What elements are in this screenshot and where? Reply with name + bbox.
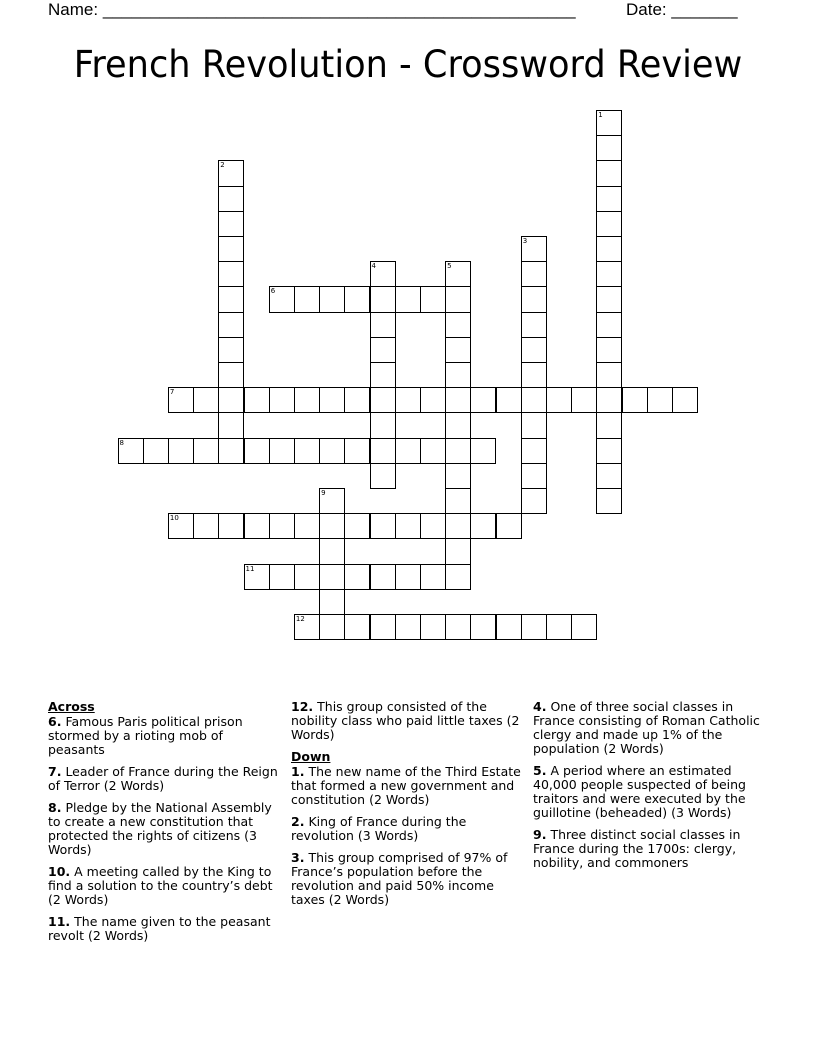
grid-cell[interactable] <box>395 614 421 640</box>
grid-cell[interactable] <box>470 614 496 640</box>
grid-cell[interactable] <box>596 387 622 413</box>
grid-cell[interactable] <box>420 564 446 590</box>
grid-cell[interactable] <box>445 286 471 312</box>
grid-cell[interactable] <box>344 387 370 413</box>
grid-cell[interactable] <box>395 286 421 312</box>
grid-cell[interactable] <box>470 387 496 413</box>
grid-cell[interactable] <box>445 488 471 514</box>
grid-cell[interactable] <box>370 337 396 363</box>
grid-cell[interactable] <box>344 286 370 312</box>
clue-number: 10 <box>169 514 179 523</box>
grid-cell[interactable] <box>294 564 320 590</box>
grid-cell[interactable] <box>445 538 471 564</box>
grid-cell[interactable] <box>521 488 547 514</box>
grid-cell[interactable] <box>218 236 244 262</box>
grid-cell[interactable] <box>269 513 295 539</box>
grid-cell[interactable] <box>269 438 295 464</box>
grid-cell[interactable] <box>370 261 396 287</box>
page-title: French Revolution - Crossword Review <box>73 43 743 86</box>
grid-cell[interactable] <box>319 488 345 514</box>
name-label: Name: <box>48 0 99 19</box>
grid-cell[interactable] <box>168 387 194 413</box>
grid-cell[interactable] <box>218 438 244 464</box>
grid-cell[interactable] <box>596 261 622 287</box>
grid-cell[interactable] <box>445 362 471 388</box>
clue-across-8: 8. Pledge by the National Assembly to create a new constitution that protected the rights of citizens (3 Words) <box>48 800 272 857</box>
grid-cell[interactable] <box>319 513 345 539</box>
grid-cell[interactable] <box>596 286 622 312</box>
grid-cell[interactable] <box>445 513 471 539</box>
grid-cell[interactable] <box>244 387 270 413</box>
grid-cell[interactable] <box>168 513 194 539</box>
clue-number: 4 <box>371 262 376 271</box>
grid-cell[interactable] <box>647 387 673 413</box>
grid-cell[interactable] <box>445 387 471 413</box>
name-blank[interactable]: __________________________________________________ <box>102 0 576 19</box>
grid-cell[interactable] <box>319 614 345 640</box>
clues-column-1 <box>48 700 280 951</box>
grid-cell[interactable] <box>294 286 320 312</box>
grid-cell[interactable] <box>420 614 446 640</box>
grid-cell[interactable] <box>218 513 244 539</box>
grid-cell[interactable] <box>521 463 547 489</box>
grid-cell[interactable] <box>319 387 345 413</box>
clue-down-9: 9. Three distinct social classes in France during the 1700s: clergy, nobility, and commoners <box>533 827 741 870</box>
grid-cell[interactable] <box>596 236 622 262</box>
grid-cell[interactable] <box>571 614 597 640</box>
grid-cell[interactable] <box>470 438 496 464</box>
grid-cell[interactable] <box>218 312 244 338</box>
grid-cell[interactable] <box>596 488 622 514</box>
grid-cell[interactable] <box>370 312 396 338</box>
grid-cell[interactable] <box>596 186 622 212</box>
grid-cell[interactable] <box>244 564 270 590</box>
grid-cell[interactable] <box>193 387 219 413</box>
grid-cell[interactable] <box>294 387 320 413</box>
grid-cell[interactable] <box>622 387 648 413</box>
grid-cell[interactable] <box>521 614 547 640</box>
grid-cell[interactable] <box>521 412 547 438</box>
clue-down-2: 2. King of France during the revolution (3 Words) <box>291 814 467 843</box>
grid-cell[interactable] <box>218 362 244 388</box>
across-heading: Across <box>48 699 95 714</box>
grid-cell[interactable] <box>143 438 169 464</box>
grid-cell[interactable] <box>370 463 396 489</box>
grid-cell[interactable] <box>218 412 244 438</box>
grid-cell[interactable] <box>395 438 421 464</box>
grid-cell[interactable] <box>370 564 396 590</box>
grid-cell[interactable] <box>395 387 421 413</box>
grid-cell[interactable] <box>445 261 471 287</box>
grid-cell[interactable] <box>546 387 572 413</box>
grid-cell[interactable] <box>269 286 295 312</box>
grid-cell[interactable] <box>319 589 345 615</box>
grid-cell[interactable] <box>294 513 320 539</box>
grid-cell[interactable] <box>571 387 597 413</box>
grid-cell[interactable] <box>370 513 396 539</box>
grid-cell[interactable] <box>596 312 622 338</box>
grid-cell[interactable] <box>521 438 547 464</box>
grid-cell[interactable] <box>118 438 144 464</box>
grid-cell[interactable] <box>420 513 446 539</box>
grid-cell[interactable] <box>496 387 522 413</box>
grid-cell[interactable] <box>596 362 622 388</box>
clue-number: 7 <box>169 388 175 397</box>
clue-number: 12 <box>295 615 305 623</box>
clue-number: 5 <box>447 262 452 271</box>
clues-column-3 <box>533 700 769 878</box>
grid-cell[interactable] <box>596 135 622 161</box>
grid-cell[interactable] <box>546 614 572 640</box>
clue-across-10: 10. A meeting called by the King to find a solution to the country’s debt (2 Words) <box>48 864 273 907</box>
grid-cell[interactable] <box>319 286 345 312</box>
grid-cell[interactable] <box>420 438 446 464</box>
grid-cell[interactable] <box>319 438 345 464</box>
clue-number: 9 <box>321 489 326 497</box>
clue-across-11: 11. The name given to the peasant revolt (2 Words) <box>48 914 271 943</box>
grid-cell[interactable] <box>596 438 622 464</box>
grid-cell[interactable] <box>193 438 219 464</box>
clue-number: 6 <box>270 287 276 296</box>
grid-cell[interactable] <box>496 614 522 640</box>
grid-cell[interactable] <box>445 564 471 590</box>
grid-cell[interactable] <box>370 412 396 438</box>
grid-cell[interactable] <box>596 337 622 363</box>
grid-cell[interactable] <box>445 463 471 489</box>
clue-across-7: 7. Leader of France during the Reign of Terror (2 Words) <box>48 764 278 793</box>
down-heading: Down <box>291 749 331 764</box>
clue-down-5: 5. A period where an estimated 40,000 people suspected of being traitors and were executed by the guillotine (beheaded) (3 Words) <box>533 763 746 820</box>
grid-cell[interactable] <box>370 614 396 640</box>
grid-cell[interactable] <box>370 387 396 413</box>
grid-cell[interactable] <box>521 337 547 363</box>
date-label: Date: <box>626 0 667 19</box>
grid-cell[interactable] <box>344 513 370 539</box>
grid-cell[interactable] <box>420 387 446 413</box>
clues-column-2 <box>291 700 521 915</box>
grid-cell[interactable] <box>395 513 421 539</box>
clue-number: 3 <box>522 237 528 245</box>
grid-cell[interactable] <box>269 387 295 413</box>
grid-cell[interactable] <box>445 312 471 338</box>
clue-across-6: 6. Famous Paris political prison stormed by a rioting mob of peasants <box>48 714 243 757</box>
grid-cell[interactable] <box>395 564 421 590</box>
grid-cell[interactable] <box>218 286 244 312</box>
grid-cell[interactable] <box>319 538 345 564</box>
grid-cell[interactable] <box>319 564 345 590</box>
grid-cell[interactable] <box>344 438 370 464</box>
grid-cell[interactable] <box>218 186 244 212</box>
grid-cell[interactable] <box>269 564 295 590</box>
clue-number: 8 <box>119 438 124 447</box>
grid-cell[interactable] <box>521 387 547 413</box>
grid-cell[interactable] <box>521 261 547 287</box>
date-blank[interactable]: _______ <box>671 0 738 19</box>
grid-cell[interactable] <box>370 438 396 464</box>
grid-cell[interactable] <box>672 387 698 413</box>
grid-cell[interactable] <box>596 110 622 136</box>
grid-cell[interactable] <box>596 412 622 438</box>
grid-cell[interactable] <box>218 261 244 287</box>
clue-number: 1 <box>598 111 603 119</box>
grid-cell[interactable] <box>370 362 396 388</box>
grid-cell[interactable] <box>168 438 194 464</box>
grid-cell[interactable] <box>445 614 471 640</box>
grid-cell[interactable] <box>521 236 547 262</box>
clue-down-3: 3. This group comprised of 97% of France’s population before the revolution and paid 50% income taxes (2 Words) <box>291 850 508 907</box>
clue-down-1: 1. The new name of the Third Estate that formed a new government and constitution (2 Words) <box>291 764 521 807</box>
grid-cell[interactable] <box>344 614 370 640</box>
grid-cell[interactable] <box>420 286 446 312</box>
grid-cell[interactable] <box>470 513 496 539</box>
grid-cell[interactable] <box>294 614 320 640</box>
clue-number: 2 <box>220 161 225 170</box>
grid-cell[interactable] <box>521 362 547 388</box>
grid-cell[interactable] <box>445 438 471 464</box>
grid-cell[interactable] <box>521 312 547 338</box>
clue-across-12: 12. This group consisted of the nobility class who paid little taxes (2 Words) <box>291 699 520 742</box>
grid-cell[interactable] <box>218 337 244 363</box>
clue-number: 11 <box>245 564 255 573</box>
grid-cell[interactable] <box>596 160 622 186</box>
grid-cell[interactable] <box>294 438 320 464</box>
grid-cell[interactable] <box>596 463 622 489</box>
grid-cell[interactable] <box>244 513 270 539</box>
grid-cell[interactable] <box>244 438 270 464</box>
clue-down-4: 4. One of three social classes in France consisting of Roman Catholic clergy and made up 1% of the population (2 Words) <box>533 699 760 756</box>
grid-cell[interactable] <box>445 412 471 438</box>
grid-cell[interactable] <box>218 387 244 413</box>
grid-cell[interactable] <box>370 286 396 312</box>
grid-cell[interactable] <box>596 211 622 237</box>
grid-cell[interactable] <box>521 286 547 312</box>
grid-cell[interactable] <box>344 564 370 590</box>
grid-cell[interactable] <box>496 513 522 539</box>
grid-cell[interactable] <box>193 513 219 539</box>
grid-cell[interactable] <box>445 337 471 363</box>
grid-cell[interactable] <box>218 160 244 186</box>
grid-cell[interactable] <box>218 211 244 237</box>
